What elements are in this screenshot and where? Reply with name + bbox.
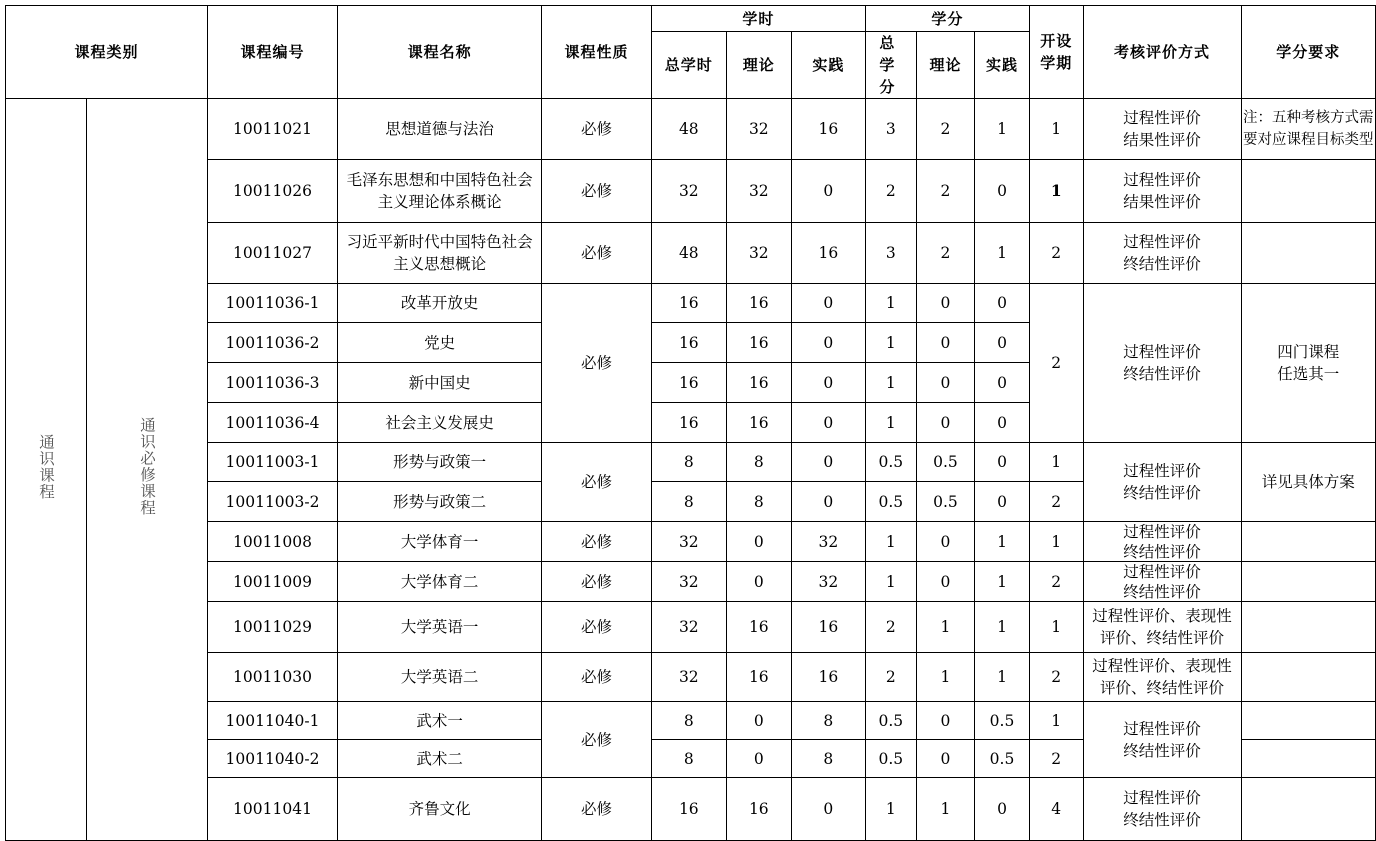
header-requirement: 学分要求	[1241, 6, 1375, 99]
semester: 2	[1029, 653, 1083, 702]
credits-theory: 1	[916, 778, 974, 841]
course-name: 武术一	[338, 702, 542, 740]
credits-practice: 0.5	[975, 702, 1030, 740]
hours-practice: 16	[791, 602, 865, 653]
requirement	[1241, 778, 1375, 841]
credits-total: 2	[865, 602, 916, 653]
assessment: 过程性评价 终结性评价	[1083, 284, 1241, 443]
course-name: 党史	[338, 323, 542, 363]
course-name: 形势与政策二	[338, 482, 542, 522]
semester: 2	[1029, 284, 1083, 443]
course-code: 10011036-2	[208, 323, 338, 363]
requirement-note: 注：五种考核方式需要对应课程目标类型	[1241, 99, 1375, 160]
hours-practice: 0	[791, 363, 865, 403]
credits-total: 1	[865, 778, 916, 841]
credits-practice: 1	[975, 223, 1030, 284]
credits-practice: 1	[975, 522, 1030, 562]
course-code: 10011026	[208, 160, 338, 223]
hours-total: 16	[651, 323, 726, 363]
credits-theory: 0	[916, 522, 974, 562]
credits-practice: 0.5	[975, 740, 1030, 778]
credits-total: 3	[865, 223, 916, 284]
credits-theory: 0.5	[916, 443, 974, 482]
hours-practice: 8	[791, 740, 865, 778]
hours-theory: 16	[726, 403, 791, 443]
semester: 2	[1029, 482, 1083, 522]
hours-theory: 0	[726, 562, 791, 602]
hours-total: 16	[651, 284, 726, 323]
credits-practice: 0	[975, 403, 1030, 443]
hours-theory: 8	[726, 482, 791, 522]
header-credits-theory: 理论	[916, 32, 974, 99]
hours-theory: 32	[726, 223, 791, 284]
course-nature: 必修	[542, 284, 652, 443]
hours-total: 32	[651, 160, 726, 223]
course-name: 社会主义发展史	[338, 403, 542, 443]
hours-theory: 0	[726, 522, 791, 562]
credits-total: 2	[865, 160, 916, 223]
credits-practice: 0	[975, 323, 1030, 363]
hours-theory: 16	[726, 363, 791, 403]
credits-practice: 1	[975, 562, 1030, 602]
course-nature: 必修	[542, 522, 652, 562]
course-code: 10011030	[208, 653, 338, 702]
requirement: 详见具体方案	[1241, 443, 1375, 522]
course-name: 大学英语一	[338, 602, 542, 653]
assessment: 过程性评价、表现性 评价、终结性评价	[1083, 653, 1241, 702]
hours-total: 32	[651, 522, 726, 562]
hours-practice: 0	[791, 284, 865, 323]
credits-total: 0.5	[865, 702, 916, 740]
hours-theory: 0	[726, 740, 791, 778]
credits-practice: 1	[975, 653, 1030, 702]
header-category: 课程类别	[6, 6, 208, 99]
category-level1: 通识课程	[6, 99, 87, 841]
course-nature: 必修	[542, 562, 652, 602]
hours-practice: 16	[791, 653, 865, 702]
credits-theory: 1	[916, 602, 974, 653]
credits-total: 1	[865, 522, 916, 562]
category-level2: 通识必修课程	[87, 99, 208, 841]
credits-total: 0.5	[865, 740, 916, 778]
hours-total: 16	[651, 403, 726, 443]
semester: 1	[1029, 99, 1083, 160]
credits-total: 1	[865, 363, 916, 403]
requirement	[1241, 223, 1375, 284]
hours-theory: 8	[726, 443, 791, 482]
credits-theory: 0.5	[916, 482, 974, 522]
hours-theory: 32	[726, 99, 791, 160]
credits-theory: 0	[916, 363, 974, 403]
credits-total: 2	[865, 653, 916, 702]
header-credits-total: 总 学 分	[865, 32, 916, 99]
credits-total: 1	[865, 562, 916, 602]
credits-theory: 2	[916, 223, 974, 284]
course-code: 10011008	[208, 522, 338, 562]
course-name: 毛泽东思想和中国特色社会 主义理论体系概论	[338, 160, 542, 223]
semester: 1	[1029, 522, 1083, 562]
hours-total: 8	[651, 482, 726, 522]
credits-practice: 0	[975, 284, 1030, 323]
header-hours-practice: 实践	[791, 32, 865, 99]
credits-theory: 1	[916, 653, 974, 702]
credits-total: 0.5	[865, 482, 916, 522]
course-nature: 必修	[542, 778, 652, 841]
semester: 2	[1029, 223, 1083, 284]
semester: 2	[1029, 562, 1083, 602]
hours-theory: 16	[726, 778, 791, 841]
header-hours-total: 总学时	[651, 32, 726, 99]
hours-practice: 8	[791, 702, 865, 740]
semester: 4	[1029, 778, 1083, 841]
hours-practice: 0	[791, 160, 865, 223]
course-code: 10011036-1	[208, 284, 338, 323]
hours-total: 48	[651, 99, 726, 160]
requirement	[1241, 740, 1375, 778]
hours-total: 32	[651, 602, 726, 653]
header-semester: 开设学期	[1029, 6, 1083, 99]
course-name: 形势与政策一	[338, 443, 542, 482]
hours-practice: 0	[791, 443, 865, 482]
course-nature: 必修	[542, 653, 652, 702]
credits-total: 3	[865, 99, 916, 160]
credits-practice: 0	[975, 160, 1030, 223]
credits-practice: 0	[975, 778, 1030, 841]
assessment: 过程性评价、表现性 评价、终结性评价	[1083, 602, 1241, 653]
semester: 2	[1029, 740, 1083, 778]
credits-theory: 0	[916, 702, 974, 740]
course-code: 10011021	[208, 99, 338, 160]
hours-practice: 16	[791, 223, 865, 284]
course-code: 10011040-1	[208, 702, 338, 740]
course-name: 改革开放史	[338, 284, 542, 323]
hours-practice: 0	[791, 482, 865, 522]
course-code: 10011036-4	[208, 403, 338, 443]
credits-total: 0.5	[865, 443, 916, 482]
hours-total: 8	[651, 702, 726, 740]
semester: 1	[1029, 160, 1083, 223]
semester: 1	[1029, 602, 1083, 653]
credits-practice: 0	[975, 482, 1030, 522]
requirement	[1241, 160, 1375, 223]
hours-practice: 16	[791, 99, 865, 160]
credits-practice: 0	[975, 443, 1030, 482]
requirement	[1241, 702, 1375, 740]
assessment: 过程性评价 终结性评价	[1083, 522, 1241, 562]
header-code: 课程编号	[208, 6, 338, 99]
requirement	[1241, 602, 1375, 653]
header-nature: 课程性质	[542, 6, 652, 99]
course-name: 武术二	[338, 740, 542, 778]
requirement	[1241, 653, 1375, 702]
course-name: 大学英语二	[338, 653, 542, 702]
course-code: 10011003-1	[208, 443, 338, 482]
credits-practice: 1	[975, 602, 1030, 653]
hours-total: 8	[651, 443, 726, 482]
credits-total: 1	[865, 284, 916, 323]
course-nature: 必修	[542, 160, 652, 223]
assessment: 过程性评价 终结性评价	[1083, 702, 1241, 778]
credits-theory: 2	[916, 99, 974, 160]
hours-total: 16	[651, 363, 726, 403]
hours-theory: 16	[726, 653, 791, 702]
course-name: 齐鲁文化	[338, 778, 542, 841]
hours-practice: 0	[791, 403, 865, 443]
course-name: 大学体育二	[338, 562, 542, 602]
credits-practice: 0	[975, 363, 1030, 403]
hours-theory: 32	[726, 160, 791, 223]
credits-total: 1	[865, 323, 916, 363]
curriculum-table	[5, 5, 1376, 841]
hours-theory: 16	[726, 284, 791, 323]
hours-total: 48	[651, 223, 726, 284]
course-name: 习近平新时代中国特色社会 主义思想概论	[338, 223, 542, 284]
header-assessment: 考核评价方式	[1083, 6, 1241, 99]
assessment: 过程性评价 终结性评价	[1083, 223, 1241, 284]
assessment: 过程性评价 结果性评价	[1083, 160, 1241, 223]
course-nature: 必修	[542, 223, 652, 284]
course-code: 10011036-3	[208, 363, 338, 403]
credits-practice: 1	[975, 99, 1030, 160]
course-code: 10011029	[208, 602, 338, 653]
course-code: 10011040-2	[208, 740, 338, 778]
requirement	[1241, 562, 1375, 602]
course-name: 思想道德与法治	[338, 99, 542, 160]
hours-theory: 16	[726, 602, 791, 653]
course-code: 10011027	[208, 223, 338, 284]
course-code: 10011003-2	[208, 482, 338, 522]
hours-practice: 32	[791, 562, 865, 602]
header-credits-practice: 实践	[975, 32, 1030, 99]
course-code: 10011041	[208, 778, 338, 841]
course-nature: 必修	[542, 99, 652, 160]
requirement: 四门课程 任选其一	[1241, 284, 1375, 443]
hours-theory: 0	[726, 702, 791, 740]
hours-total: 8	[651, 740, 726, 778]
semester: 1	[1029, 443, 1083, 482]
credits-theory: 0	[916, 562, 974, 602]
credits-theory: 0	[916, 323, 974, 363]
semester: 1	[1029, 702, 1083, 740]
credits-theory: 0	[916, 403, 974, 443]
hours-total: 16	[651, 778, 726, 841]
assessment: 过程性评价 结果性评价	[1083, 99, 1241, 160]
course-nature: 必修	[542, 443, 652, 522]
credits-theory: 0	[916, 284, 974, 323]
assessment: 过程性评价 终结性评价	[1083, 562, 1241, 602]
hours-theory: 16	[726, 323, 791, 363]
course-name: 新中国史	[338, 363, 542, 403]
header-hours-theory: 理论	[726, 32, 791, 99]
credits-theory: 2	[916, 160, 974, 223]
course-code: 10011009	[208, 562, 338, 602]
header-credits: 学分	[865, 6, 1029, 32]
hours-total: 32	[651, 562, 726, 602]
course-nature: 必修	[542, 602, 652, 653]
hours-total: 32	[651, 653, 726, 702]
header-name: 课程名称	[338, 6, 542, 99]
requirement	[1241, 522, 1375, 562]
hours-practice: 32	[791, 522, 865, 562]
hours-practice: 0	[791, 778, 865, 841]
hours-practice: 0	[791, 323, 865, 363]
course-name: 大学体育一	[338, 522, 542, 562]
credits-theory: 0	[916, 740, 974, 778]
header-hours: 学时	[651, 6, 865, 32]
assessment: 过程性评价 终结性评价	[1083, 778, 1241, 841]
credits-total: 1	[865, 403, 916, 443]
course-nature: 必修	[542, 702, 652, 778]
assessment: 过程性评价 终结性评价	[1083, 443, 1241, 522]
